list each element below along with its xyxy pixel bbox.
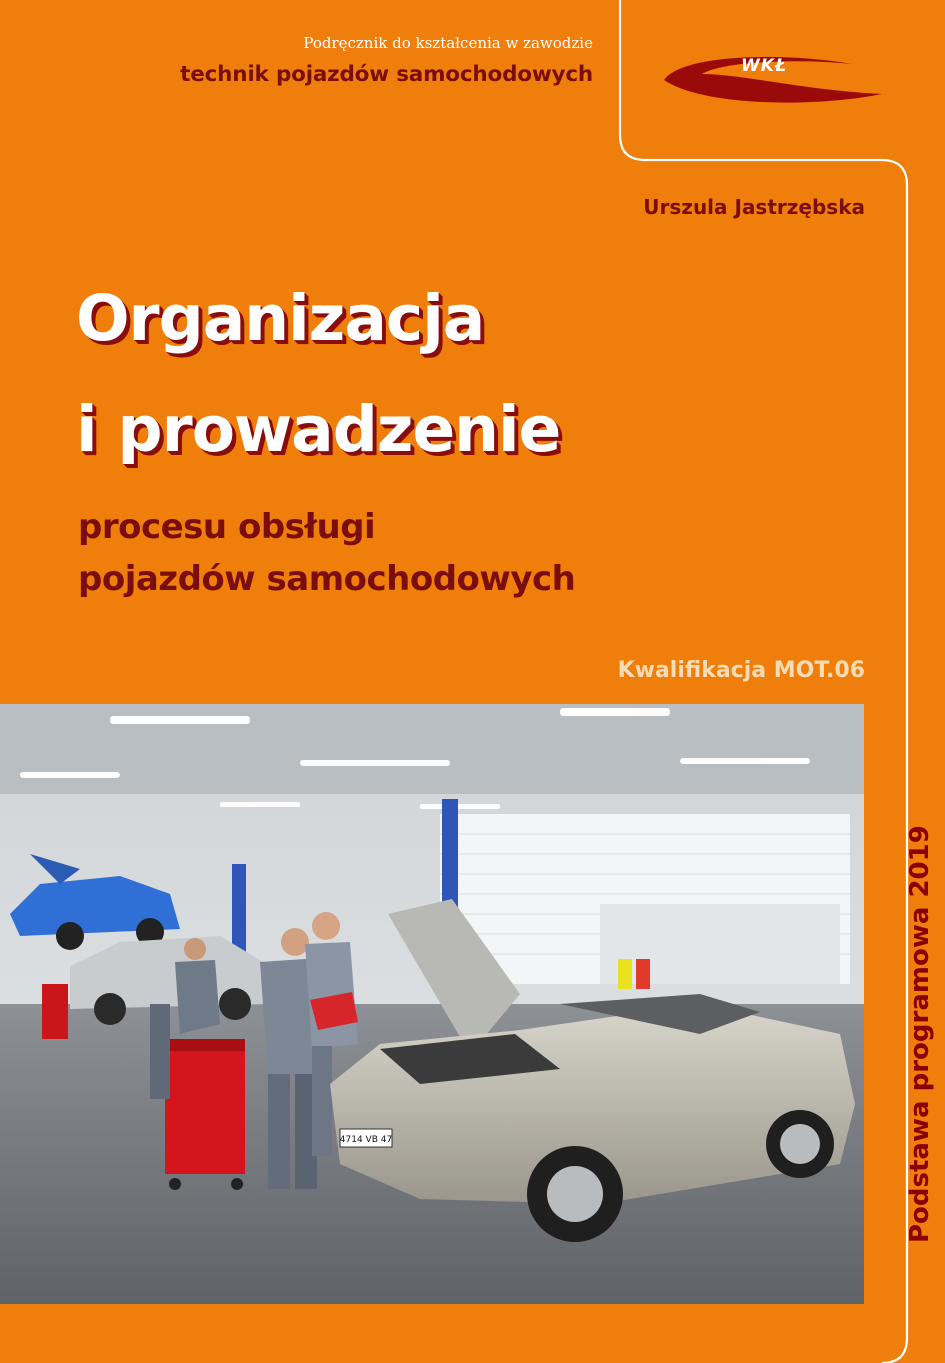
curriculum-label: Podstawa programowa 2019 — [905, 825, 935, 1243]
workshop-photo — [0, 704, 864, 1304]
series-title: technik pojazdów samochodowych — [180, 62, 593, 87]
book-subtitle-line-2: pojazdów samochodowych — [78, 559, 576, 599]
publisher-logo-text: WKŁ — [741, 56, 788, 76]
book-title-line-2: i prowadzenie — [76, 393, 561, 466]
license-plate: 4714 VB 47 — [339, 1135, 393, 1145]
book-title-line-1: Organizacja — [76, 282, 485, 355]
series-label: Podręcznik do kształcenia w zawodzie — [303, 34, 593, 52]
qualification-label: Kwalifikacja MOT.06 — [617, 658, 865, 683]
book-subtitle-line-1: procesu obsługi — [78, 507, 376, 547]
author-name: Urszula Jastrzębska — [643, 195, 865, 219]
